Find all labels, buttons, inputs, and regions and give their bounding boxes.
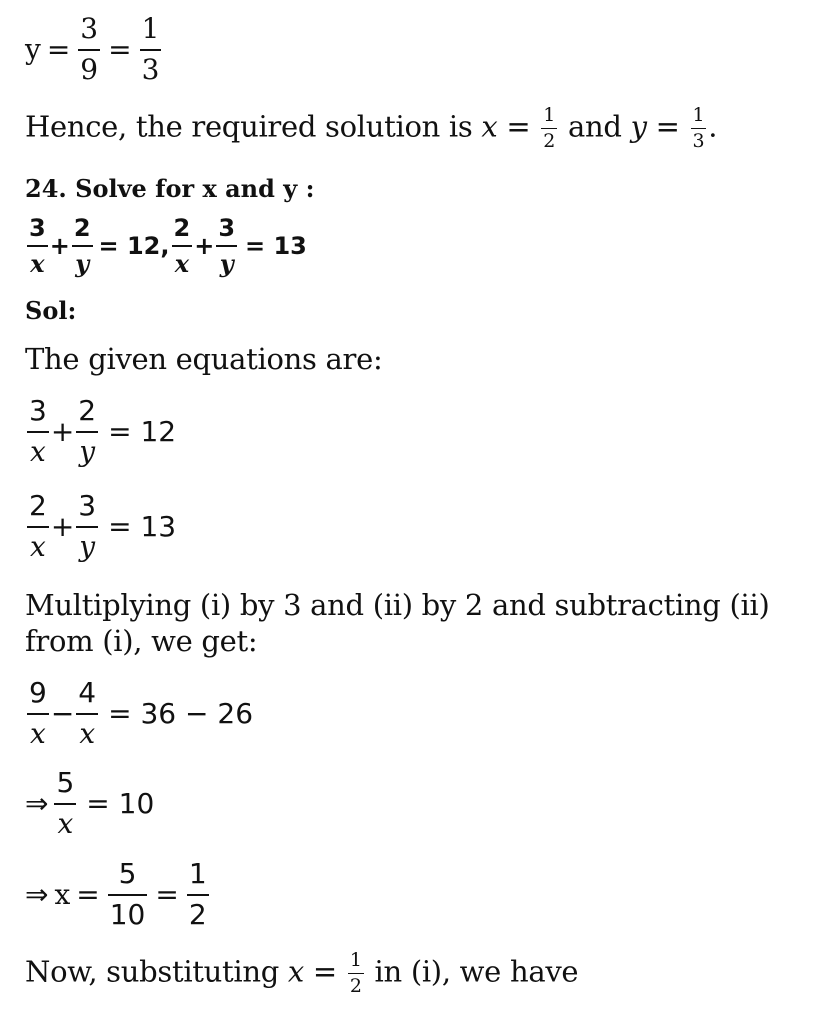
fraction-3-y: $\frac{3}{y}$ xyxy=(218,214,236,279)
question-heading: 24. Solve for x and y : xyxy=(25,174,315,203)
fraction-x-value: $\frac{1}{2}$ xyxy=(543,104,556,152)
given-equations-text: The given equations are: xyxy=(25,342,383,376)
implies-arrow: ⇒ xyxy=(25,787,49,821)
fraction-2-x: $\frac{2}{x}$ xyxy=(173,214,191,279)
equation-ii: $\frac{2}{x}$ + $\frac{3}{y}$ = 13 xyxy=(29,489,177,563)
implies-arrow: ⇒ xyxy=(25,878,49,912)
substitution-statement: Now, substituting x = $\frac{1}{2}$ in (i), we have xyxy=(25,949,579,997)
fraction-2-y: $\frac{2}{y}$ xyxy=(73,214,91,279)
solution-statement: Hence, the required solution is x = $\frac{1}{2}$ and y = $\frac{1}{3}$ . xyxy=(25,104,718,152)
var-y: y xyxy=(25,33,41,67)
result-y-line xyxy=(25,14,163,86)
multiply-instruction-line-1: Multiplying (i) by 3 and (ii) by 2 and subtracting (ii) xyxy=(25,588,770,622)
multiply-instruction-line-2: from (i), we get: xyxy=(25,624,258,658)
equals-sign: = xyxy=(46,33,71,67)
question-equations: $\frac{3}{x}$ + $\frac{2}{y}$ = 12, $\frac{2}{x}$ + $\frac{3}{y}$ = 13 xyxy=(29,214,307,279)
step-subtraction: $\frac{9}{x}$ − $\frac{4}{x}$ = 36 − 26 xyxy=(29,676,254,750)
equals-sign: = xyxy=(108,33,132,67)
step-5-over-x: ⇒ $\frac{5}{x}$ = 10 xyxy=(25,766,155,840)
solution-label: Sol: xyxy=(25,296,77,325)
fraction-3-x: $\frac{3}{x}$ xyxy=(29,214,46,279)
equation-i: $\frac{3}{x}$ + $\frac{2}{y}$ = 12 xyxy=(29,394,177,468)
fraction-y-value: $\frac{1}{3}$ xyxy=(692,104,705,152)
fraction-1-3: $\frac{1}{3}$ xyxy=(141,12,160,86)
step-x-value: ⇒ x = $\frac{5}{10}$ = $\frac{1}{2}$ xyxy=(25,857,207,931)
fraction-3-9: $\frac{3}{9}$ xyxy=(80,12,99,86)
